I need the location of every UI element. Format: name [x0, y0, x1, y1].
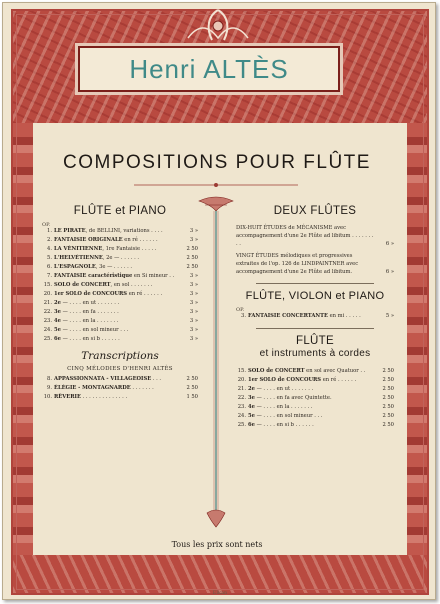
op-label: OP.	[42, 222, 51, 228]
price: 3 »	[189, 273, 198, 279]
catalog-entry	[42, 290, 198, 299]
flute-strings-list	[236, 367, 394, 430]
work-detail: . . .	[151, 376, 162, 382]
catalog-entry	[42, 227, 198, 236]
opus-number: 8.	[47, 376, 52, 382]
catalog-entry	[236, 412, 394, 421]
two-flutes-heading: DEUX FLÛTES	[273, 205, 357, 217]
work-title: LE PIRATE	[54, 228, 86, 234]
opus-number: 21.	[237, 386, 246, 393]
price: 2 50	[382, 404, 394, 411]
opus-number: 24.	[237, 413, 246, 420]
price: 2 50	[186, 376, 198, 382]
work-title: 4e	[248, 404, 255, 411]
work-detail: — . . . . en si b . . . . . .	[60, 336, 120, 342]
work-detail: en ré . . . . . .	[127, 291, 163, 297]
price: 5 »	[385, 313, 394, 320]
price: 3 »	[189, 336, 198, 342]
price: 2 50	[186, 246, 198, 252]
price: 3 »	[189, 309, 198, 315]
opus-number: 20.	[43, 291, 52, 297]
catalog-entry	[42, 236, 198, 245]
opus-number: 25.	[43, 336, 52, 342]
price: 2 50	[382, 368, 394, 375]
opus-number: 6.	[47, 264, 52, 270]
price: 2 50	[382, 386, 394, 393]
work-detail: — . . . . en si b . . . . . .	[254, 422, 314, 429]
opus-number: 5.	[47, 255, 52, 261]
work-title: L'ESPAGNOLE	[54, 264, 96, 270]
opus-number: 2.	[47, 237, 52, 243]
work-detail: , en sol . . . . . . .	[110, 282, 153, 288]
price: 3 »	[189, 228, 198, 234]
opus-number: 15.	[237, 368, 246, 375]
catalog-entry	[236, 312, 394, 321]
transcriptions-subheading: CINQ MÉLODIES D'HENRI ALTÈS	[67, 366, 173, 372]
work-detail: — . . . . en fa avec Quintette.	[254, 395, 332, 402]
price: 2 50	[186, 255, 198, 261]
work-detail: , 1re Fantaisie . . . . .	[102, 246, 157, 252]
work-detail: — . . . . en sol mineur . . .	[254, 413, 323, 420]
composer-cartouche	[78, 46, 340, 92]
work-title: FANTAISIE caractéristique	[54, 273, 133, 279]
catalog-entry	[42, 254, 198, 263]
work-detail: , 3e — . . . . . .	[95, 264, 133, 270]
work-detail: en mi . . . . .	[327, 313, 361, 320]
trio-list	[236, 312, 394, 321]
work-title: ÉLÉGIE - MONTAGNARDE	[54, 385, 131, 391]
work-detail: en Si mineur . .	[132, 273, 175, 279]
price: 2 50	[382, 413, 394, 420]
catalog-entry	[42, 263, 198, 272]
work-detail: — . . . . en la . . . . . . .	[254, 404, 313, 411]
work-detail: — . . . . en sol mineur . . .	[60, 327, 129, 333]
catalog-entry	[42, 245, 198, 254]
title-flourish-icon	[130, 180, 302, 190]
work-title: 3e	[54, 309, 61, 315]
catalog-entry	[42, 375, 198, 384]
opus-number: 4.	[47, 246, 52, 252]
transcriptions-heading: Transcriptions	[81, 350, 159, 362]
catalog-entry	[236, 421, 394, 430]
opus-number: 23.	[237, 404, 246, 411]
opus-number: 7.	[47, 273, 52, 279]
price: 3 »	[189, 282, 198, 288]
opus-number: 3.	[241, 313, 246, 320]
composer-name: Henri ALTÈS	[129, 53, 289, 84]
duet-study-1: DIX-HUIT ÉTUDES de MÉCANISME avec accompagnement d'une 2e Flûte ad libitum . . . . . . . . . 6 »	[236, 225, 394, 248]
work-title: 5e	[54, 327, 61, 333]
work-title: SOLO de CONCERT	[54, 282, 111, 288]
work-title: L'HELVÉTIENNE	[54, 255, 103, 261]
trio-heading: FLÛTE, VIOLON et PIANO	[245, 290, 385, 303]
catalog-entry	[236, 403, 394, 412]
catalog-entry	[236, 385, 394, 394]
price: 2 50	[186, 264, 198, 270]
section-rule	[256, 283, 374, 284]
catalog-entry	[236, 394, 394, 403]
opus-number: 22.	[237, 395, 246, 402]
price: 3 »	[189, 291, 198, 297]
work-detail: , 2e — . . . . . .	[102, 255, 140, 261]
price: 2 50	[186, 385, 198, 391]
page-title: COMPOSITIONS POUR FLÛTE	[63, 152, 371, 173]
opus-number: 25.	[237, 422, 246, 429]
lyre-ornament-icon	[178, 8, 258, 44]
transcriptions-list	[42, 375, 198, 402]
section-rule	[256, 328, 374, 329]
op-label: OP.	[236, 307, 245, 314]
flute-strings-heading: FLÛTE	[296, 335, 334, 348]
catalog-entry	[42, 326, 198, 335]
work-title: 4e	[54, 318, 61, 324]
opus-number: 20.	[237, 377, 246, 384]
opus-number: 24.	[43, 327, 52, 333]
work-title: FANTAISIE ORIGINALE	[54, 237, 123, 243]
left-column	[42, 205, 198, 402]
duet-study-2: VINGT ÉTUDES mélodiques et progressives extraites de l'op. 126 de LINDPAINTNER avec accompagnement d'une 2e Flûte ad libitum. 6 »	[236, 252, 394, 276]
work-detail: — . . . . en ut . . . . . . .	[254, 386, 314, 393]
price: 2 50	[382, 422, 394, 429]
opus-number: 10.	[43, 394, 52, 400]
opus-number: 1.	[47, 228, 52, 234]
catalog-entry	[42, 335, 198, 344]
work-detail: en ré . . . . . .	[321, 377, 357, 384]
work-title: RÊVERIE	[54, 394, 81, 400]
footer-note: Tous les prix sont nets	[171, 540, 263, 549]
work-title: LA VÉNITIENNE	[54, 246, 103, 252]
work-detail: en ré . . . . . .	[122, 237, 158, 243]
price: 1 50	[186, 394, 198, 400]
catalog-entry	[42, 299, 198, 308]
price: 3 »	[189, 318, 198, 324]
catalog-entry	[236, 367, 394, 376]
catalog-entry	[42, 281, 198, 290]
catalog-entry	[42, 308, 198, 317]
catalog-entry	[42, 393, 198, 402]
work-detail: — . . . . en ut . . . . . . .	[60, 300, 120, 306]
work-detail: en sol avec Quatuor . .	[304, 368, 366, 375]
opus-number: 22.	[43, 309, 52, 315]
work-title: FANTAISIE CONCERTANTE	[248, 313, 328, 320]
catalog-entry	[42, 317, 198, 326]
work-title: 2e	[248, 386, 255, 393]
work-detail: , de BELLINI, variations . . . .	[85, 228, 163, 234]
work-title: SOLO de CONCERT	[248, 368, 305, 375]
opus-number: 23.	[43, 318, 52, 324]
work-detail: . . . . . . . . . . . . . .	[80, 394, 128, 400]
publisher-imprint: Elkan	[212, 590, 228, 596]
opus-number: 21.	[43, 300, 52, 306]
flute-strings-subheading: et instruments à cordes	[259, 348, 371, 360]
flute-piano-list	[42, 227, 198, 344]
work-title: 6e	[54, 336, 61, 342]
work-detail: — . . . . en la . . . . . . .	[60, 318, 119, 324]
catalog-entry	[236, 376, 394, 385]
price: 3 »	[189, 327, 198, 333]
catalog-entry	[42, 272, 198, 281]
work-title: 6e	[248, 422, 255, 429]
work-title: 2e	[54, 300, 61, 306]
price: 2 50	[382, 377, 394, 384]
column-divider-ornament-icon	[191, 195, 241, 530]
catalog-entry	[42, 384, 198, 393]
work-title: 5e	[248, 413, 255, 420]
price: 3 »	[189, 300, 198, 306]
price: 3 »	[189, 237, 198, 243]
flute-piano-heading: FLÛTE et PIANO	[73, 205, 167, 217]
work-title: 1er SOLO de CONCOURS	[248, 377, 322, 384]
work-title: APPASSIONNATA - VILLAGEOISE	[54, 376, 152, 382]
opus-number: 15.	[43, 282, 52, 288]
work-detail: . . . . . . .	[130, 385, 154, 391]
right-column	[236, 205, 394, 430]
work-title: 3e	[248, 395, 255, 402]
opus-number: 9.	[47, 385, 52, 391]
work-title: 1er SOLO de CONCOURS	[54, 291, 128, 297]
work-detail: — . . . . en fa . . . . . . .	[60, 309, 119, 315]
price: 2 50	[382, 395, 394, 402]
